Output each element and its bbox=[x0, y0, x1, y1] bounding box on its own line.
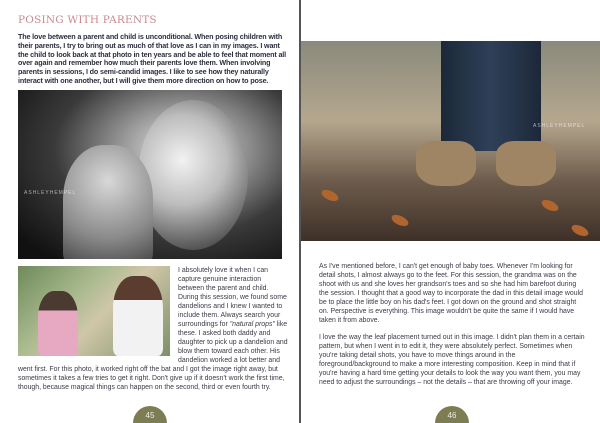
photo-mother bbox=[138, 100, 248, 250]
mother-child-photo bbox=[18, 90, 282, 259]
right-page-content bbox=[319, 262, 587, 387]
photo-daughter bbox=[38, 291, 78, 356]
photo-leaf bbox=[570, 223, 590, 239]
photo-leaf bbox=[540, 198, 560, 214]
paragraph-text: like these. I asked both daddy and daughter to pick up a dandelion and blow them toward each other. His dandelion worked a lot better and went first. For this photo, it worked right bbox=[18, 320, 288, 373]
left-page bbox=[0, 0, 299, 423]
photo-father bbox=[113, 276, 163, 356]
page-number-45: 45 bbox=[133, 406, 167, 423]
dandelion-section bbox=[18, 266, 288, 392]
photo-watermark: ASHLEYHEMPEL bbox=[533, 123, 586, 129]
section-title: POSING WITH PARENTS bbox=[18, 14, 157, 26]
baby-toes-paragraph: As I've mentioned before, I can't get enough of baby toes. Whenever I'm looking for detail shots, I almost always go to the feet. For this session, the grandma was on the shoot with us and she loves her grandson's toes and so she had him barefoot during the session. I thought that a good way to incorporate the dad in this detail image would be to place the little boy on his dad's feet. I got down on the ground and shot straight on. Perspective is everything. This image wouldn't be quite the same if I would have taken it from above. bbox=[319, 263, 583, 324]
photo-watermark: ASHLEYHEMPEL bbox=[24, 189, 77, 196]
photo-leaf bbox=[320, 188, 340, 204]
dandelion-photo bbox=[18, 266, 170, 356]
photo-shoe-right bbox=[496, 141, 556, 186]
paragraph-text: I absolutely love it when I can capture genuine interaction between the parent and child. During this session, we found some dandelions and I knew I wanted to include them. Always search your surroundings for bbox=[178, 266, 287, 328]
photo-dad-legs bbox=[441, 41, 541, 151]
photo-child bbox=[63, 145, 153, 259]
paragraph-emphasis: "natural props" bbox=[229, 320, 275, 328]
photo-shoe-left bbox=[416, 141, 476, 186]
right-page bbox=[301, 0, 600, 423]
baby-feet-photo bbox=[301, 41, 600, 241]
dandelion-paragraph-continued: off the bat and I got the image right away, but sometimes it takes a few tries to get it right. Don't give up if it doesn't work the first time, though, because magical things can happen on the second, third or even fourth try. bbox=[18, 365, 285, 391]
left-page-content bbox=[18, 14, 288, 392]
page-number-46: 46 bbox=[435, 406, 469, 423]
intro-paragraph: The love between a parent and child is unconditional. When posing children with their parents, I try to bring out as much of that love as I can in my images. I want the child to look back at that photo in ten years and be able to feel that moment all over again and remember how much their parents love them. When involving parents in sessions, I do semi-candid images. I like to see how they naturally interact with one another, but I will give them more direction on how to pose. bbox=[18, 32, 287, 85]
photo-leaf bbox=[390, 213, 410, 229]
leaf-placement-paragraph: I love the way the leaf placement turned out in this image. I didn't plan them in a certain pattern, but when I went in to edit it, they were absolutely perfect. Sometimes when you're taking detail shots, you have to move things around in the foreground/background to make a more interesting composition. Keep in mind that if you're having a hard time getting your details to look the way you want them, you may need to adjust the surroundings – not the details – that are throwing off your image. bbox=[319, 334, 585, 386]
